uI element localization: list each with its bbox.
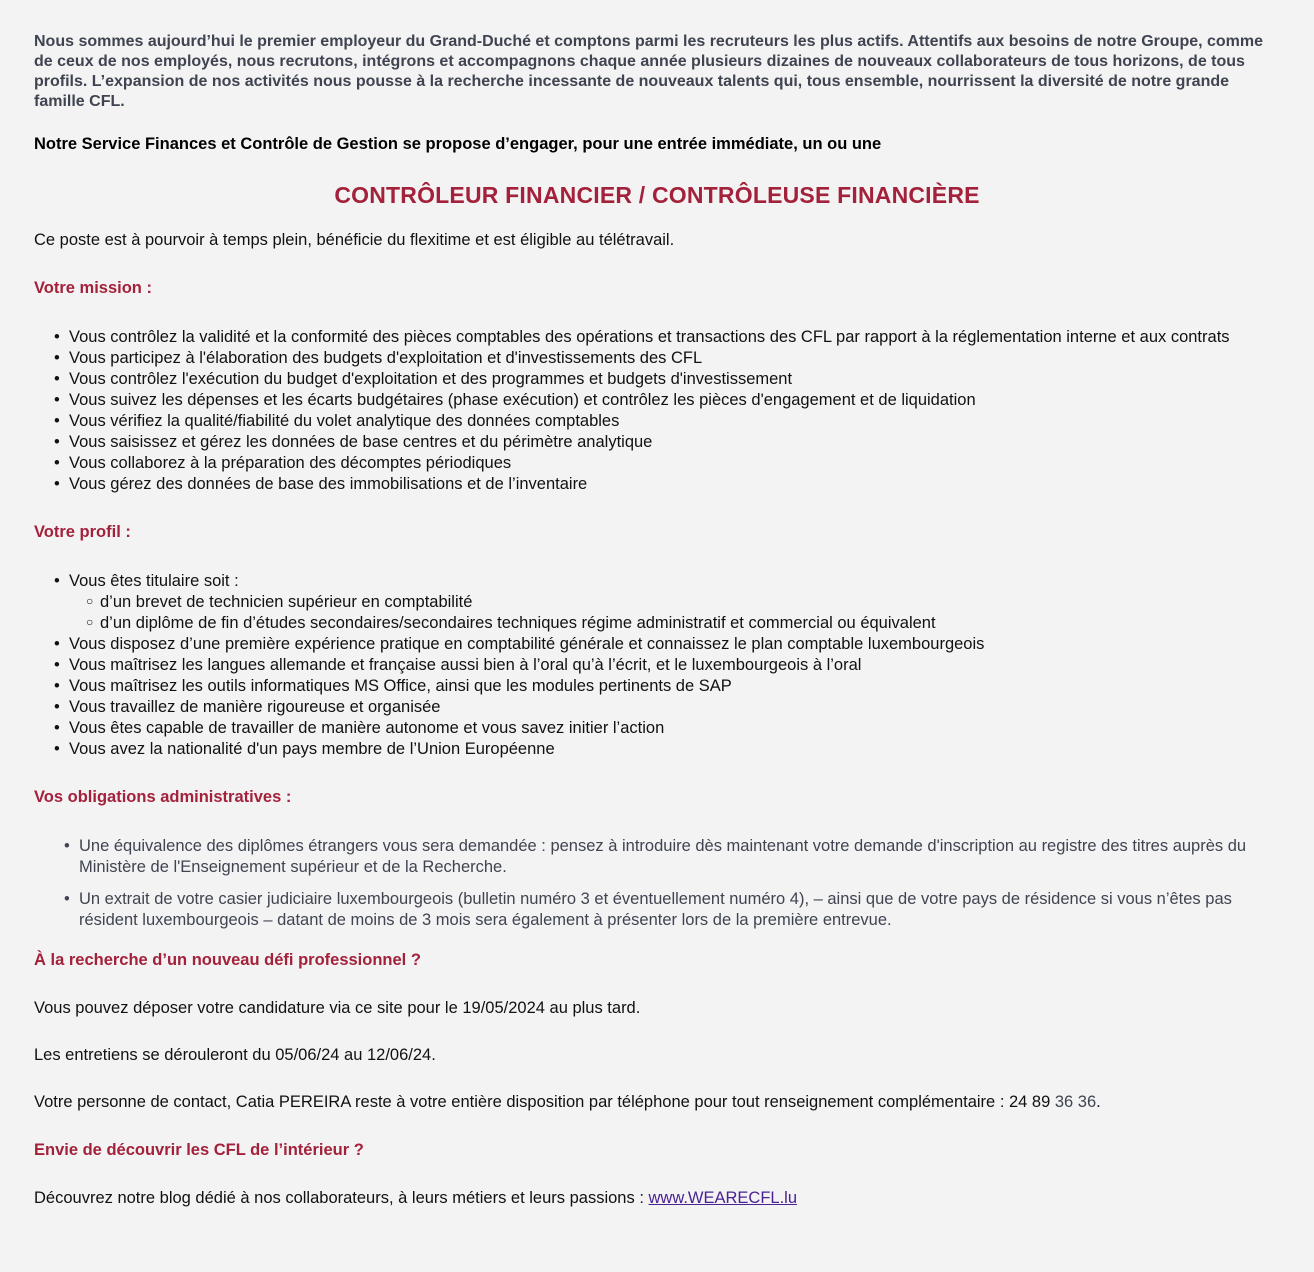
bullet-icon: • — [64, 890, 70, 908]
lead-paragraph: Notre Service Finances et Contrôle de Gestion se propose d’engager, pour une entrée immédiate, un ou une — [34, 135, 882, 153]
bullet-icon: • — [54, 328, 60, 346]
blog-link[interactable]: www.WEARECFL.lu — [648, 1189, 798, 1207]
mission-list — [34, 327, 1280, 495]
defi-heading: À la recherche d’un nouveau défi professionnel ? — [34, 951, 421, 969]
list-item: • Vous gérez des données de base des immobilisations et de l’inventaire — [54, 475, 588, 493]
blog-paragraph: Découvrez notre blog dédié à nos collaborateurs, à leurs métiers et leurs passions : www.WEARECFL.lu — [34, 1189, 798, 1207]
list-item: • Vous saisissez et gérez les données de base centres et du périmètre analytique — [54, 433, 653, 451]
conditions-paragraph: Ce poste est à pourvoir à temps plein, bénéficie du flexitime et est éligible au télétravail. — [34, 231, 675, 249]
list-item: • Vous êtes titulaire soit : ○ d’un brevet de technicien supérieur en comptabilité ○ d’un diplôme de fin d’études secondaires/secondaires techniques régime administratif et commercial ou équivalent — [69, 571, 1280, 634]
profil-list — [34, 571, 1280, 760]
list-item: • Vous avez la nationalité d'un pays membre de l’Union Européenne — [54, 740, 555, 758]
circle-bullet-icon: ○ — [86, 615, 94, 629]
bullet-icon: • — [54, 370, 60, 388]
bullet-icon: • — [64, 837, 70, 855]
bullet-icon: • — [54, 475, 60, 493]
bullet-icon: • — [54, 677, 60, 695]
interviews-paragraph: Les entretiens se dérouleront du 05/06/24 au 12/06/24. — [34, 1046, 436, 1064]
qualification-sublist — [69, 592, 1280, 634]
list-item: • Vous êtes capable de travailler de manière autonome et vous savez initier l’action — [54, 719, 665, 737]
list-item: • Vous maîtrisez les langues allemande et française aussi bien à l’oral qu’à l’écrit, et le luxembourgeois à l’oral — [54, 656, 862, 674]
mission-heading: Votre mission : — [34, 279, 152, 297]
blog-heading: Envie de découvrir les CFL de l’intérieur ? — [34, 1141, 364, 1159]
list-item: • Vous contrôlez la validité et la conformité des pièces comptables des opérations et transactions des CFL par rapport à la réglementation interne et aux contrats — [54, 328, 1230, 346]
sublist-item: ○ d’un diplôme de fin d’études secondaires/secondaires techniques régime administratif et commercial ou équivalent — [86, 614, 936, 632]
list-item: • Vous suivez les dépenses et les écarts budgétaires (phase exécution) et contrôlez les pièces d'engagement et de liquidation — [54, 391, 976, 409]
list-item: • Une équivalence des diplômes étrangers vous sera demandée : pensez à introduire dès maintenant votre demande d'inscription au registre des titres auprès du Ministère de l'Enseignement supérieur et de la Recherche. — [64, 837, 1247, 876]
obligations-list — [34, 836, 1280, 931]
list-item: • Un extrait de votre casier judiciaire luxembourgeois (bulletin numéro 3 et éventuellement numéro 4), – ainsi que de votre pays de résidence si vous n’êtes pas résident luxembourgeois – datant de moins de 3 mois sera également à présenter lors de la première entrevue. — [64, 890, 1232, 929]
circle-bullet-icon: ○ — [86, 594, 94, 608]
bullet-icon: • — [54, 635, 60, 653]
bullet-icon: • — [54, 349, 60, 367]
list-item: • Vous maîtrisez les outils informatiques MS Office, ainsi que les modules pertinents de SAP — [54, 677, 732, 695]
bullet-icon: • — [54, 719, 60, 737]
bullet-icon: • — [54, 391, 60, 409]
contact-paragraph: Votre personne de contact, Catia PEREIRA reste à votre entière disposition par téléphone pour tout renseignement complémentaire : 24 89 36 36. — [34, 1093, 1101, 1111]
list-item: • Vous contrôlez l'exécution du budget d'exploitation et des programmes et budgets d'investissement — [54, 370, 793, 388]
job-title: CONTRÔLEUR FINANCIER / CONTRÔLEUSE FINANCIÈRE — [334, 182, 980, 208]
sublist-item: ○ d’un brevet de technicien supérieur en comptabilité — [86, 593, 473, 611]
obligations-heading: Vos obligations administratives : — [34, 788, 292, 806]
phone-number-link[interactable]: 36 36 — [1054, 1093, 1097, 1111]
list-item: • Vous participez à l'élaboration des budgets d'exploitation et d'investissements des CFL — [54, 349, 703, 367]
list-item: • Vous travaillez de manière rigoureuse et organisée — [54, 698, 441, 716]
bullet-icon: • — [54, 572, 60, 590]
bullet-icon: • — [54, 698, 60, 716]
deadline-paragraph: Vous pouvez déposer votre candidature via ce site pour le 19/05/2024 au plus tard. — [34, 999, 641, 1017]
bullet-icon: • — [54, 656, 60, 674]
bullet-icon: • — [54, 412, 60, 430]
intro-paragraph: Nous sommes aujourd’hui le premier employeur du Grand-Duché et comptons parmi les recruteurs les plus actifs. Attentifs aux besoins de notre Groupe, comme de ceux de nos employés, nous recrutons, intégrons et accompagnons chaque année plusieurs dizaines de nouveaux collaborateurs de tous horizons, de tous profils. L’expansion de nos activités nous pousse à la recherche incessante de nouveaux talents qui, tous ensemble, nourrissent la diversité de notre grande famille CFL. — [34, 33, 1264, 110]
bullet-icon: • — [54, 433, 60, 451]
list-item: • Vous collaborez à la préparation des décomptes périodiques — [54, 454, 512, 472]
profil-heading: Votre profil : — [34, 523, 131, 541]
list-item: • Vous vérifiez la qualité/fiabilité du volet analytique des données comptables — [54, 412, 620, 430]
bullet-icon: • — [54, 454, 60, 472]
list-item: • Vous disposez d’une première expérience pratique en comptabilité générale et connaissez le plan comptable luxembourgeois — [54, 635, 985, 653]
bullet-icon: • — [54, 740, 60, 758]
